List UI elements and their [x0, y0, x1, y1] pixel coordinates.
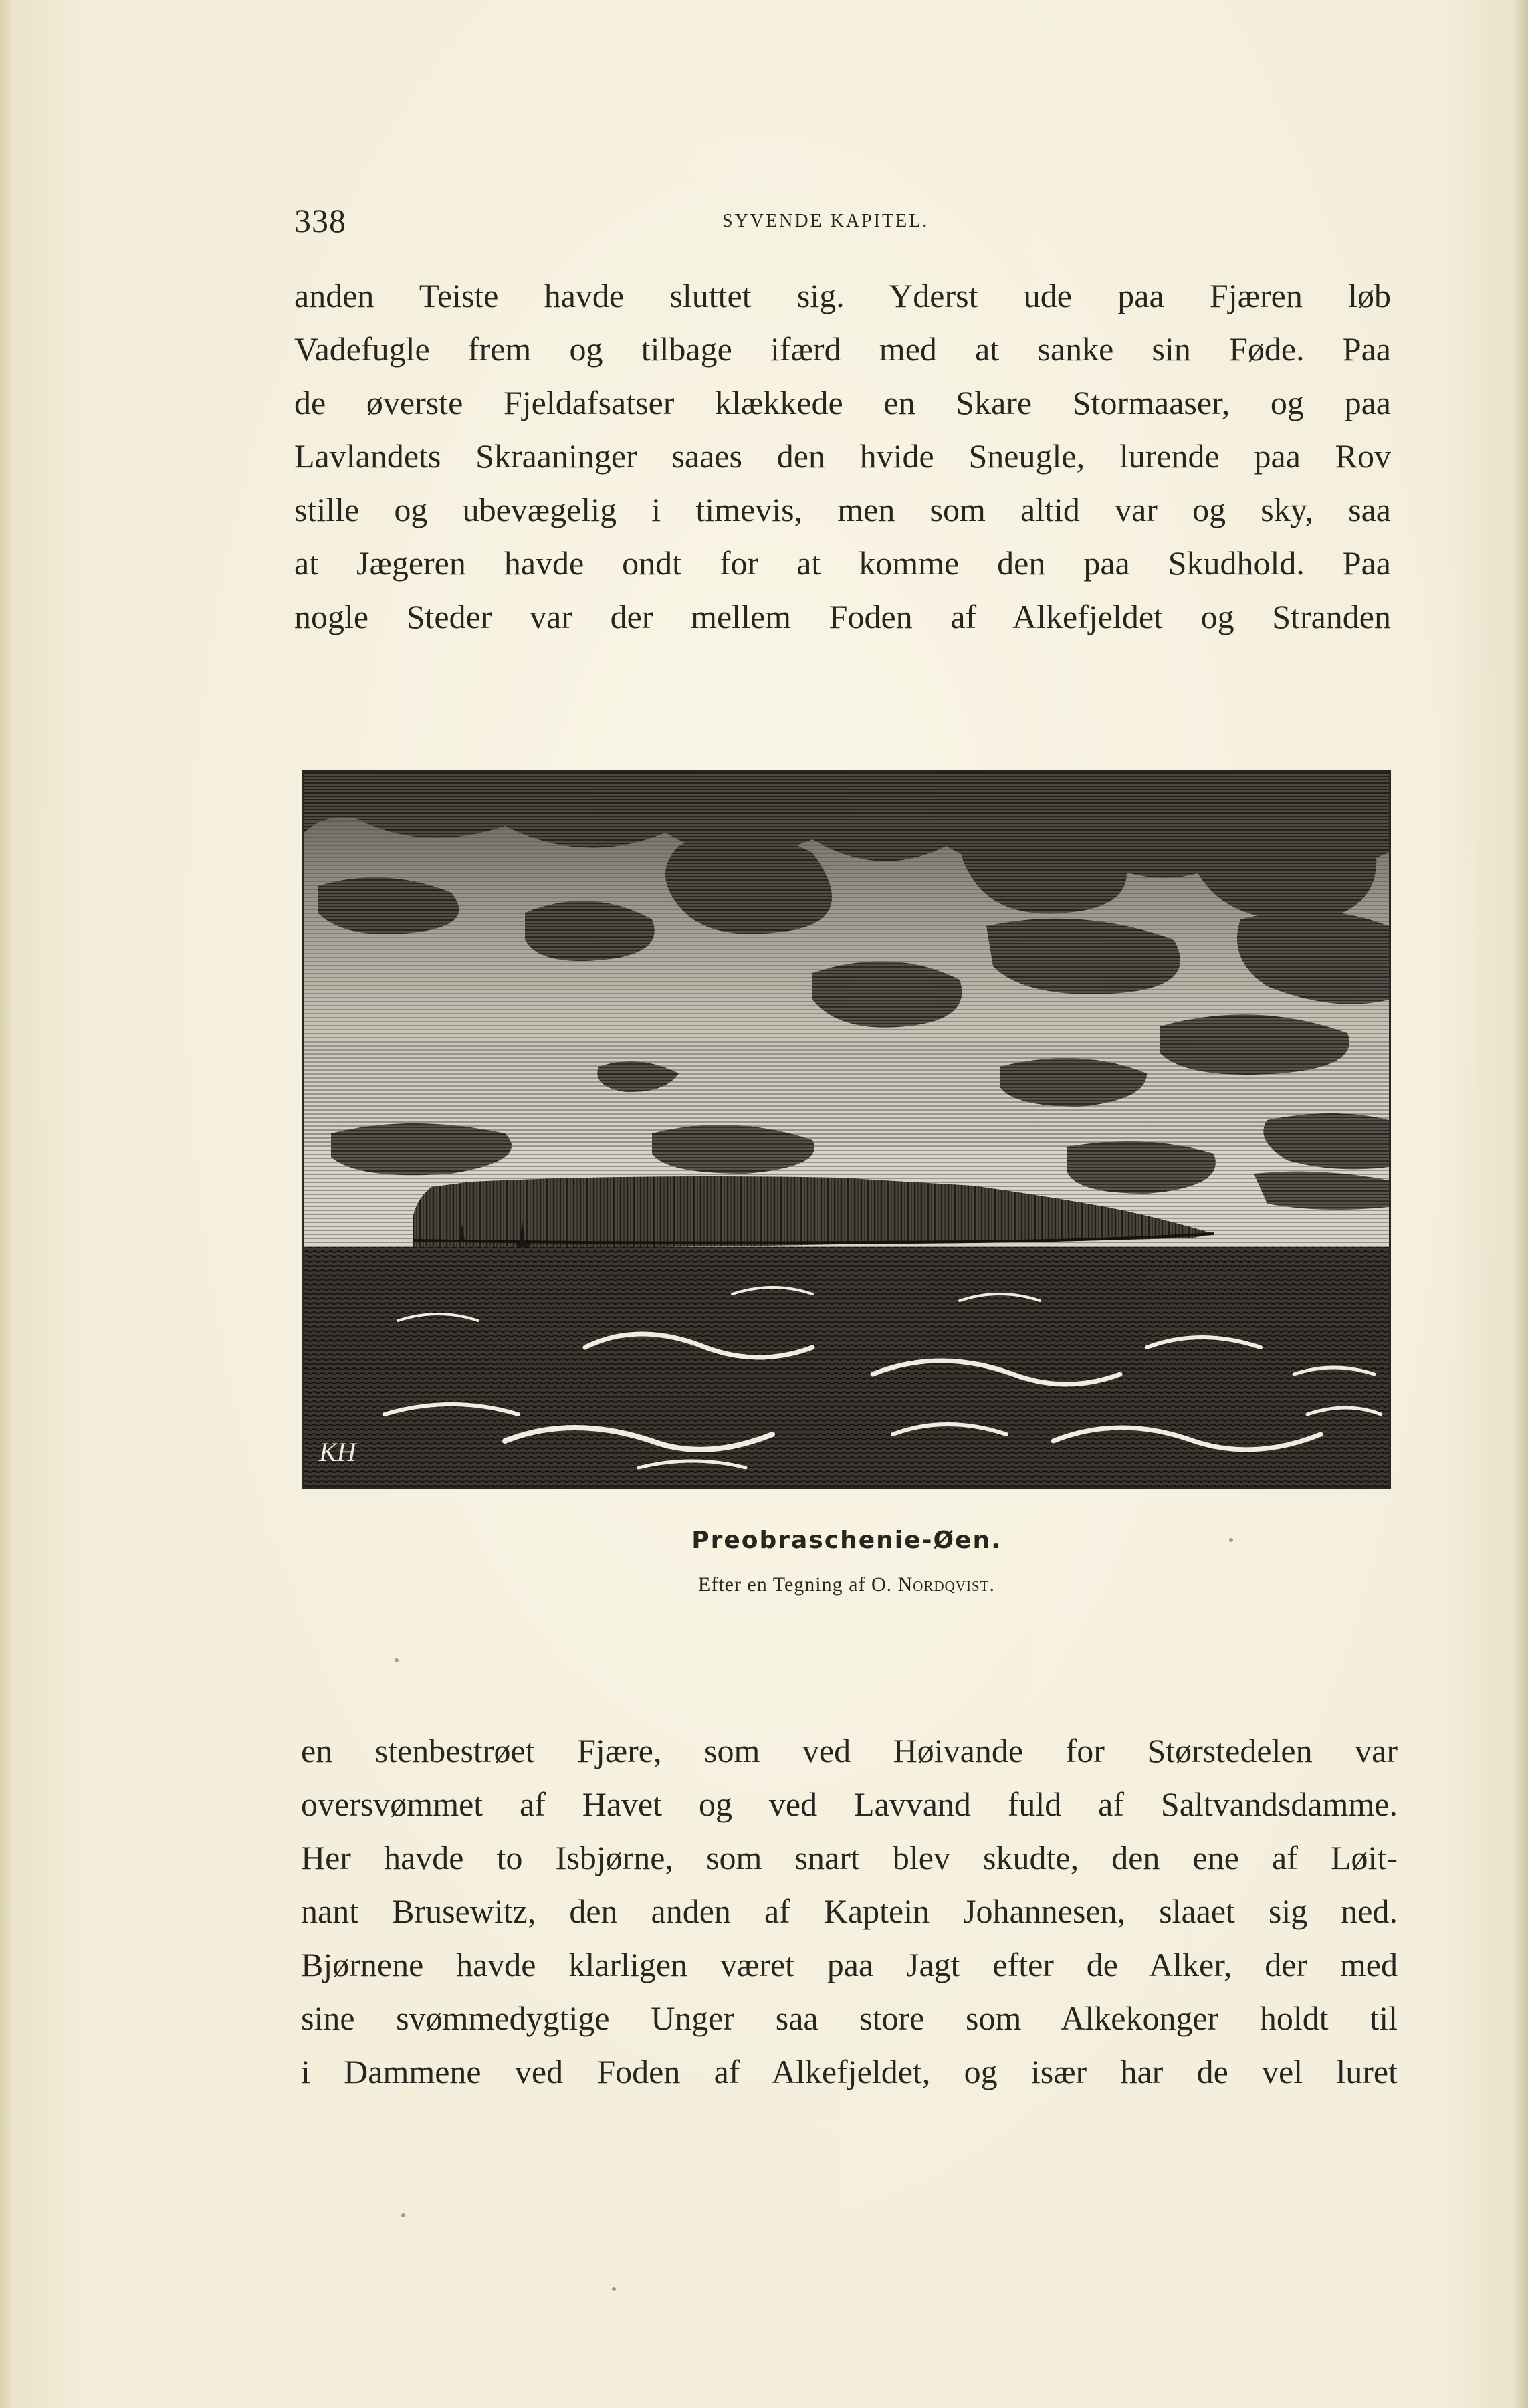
text-line: de øverste Fjeldafsatser klækkede en Skare Stormaaser, og paa	[294, 384, 1391, 421]
caption-credit-prefix: Efter en Tegning af O.	[698, 1573, 898, 1596]
text-line: nant Brusewitz, den anden af Kaptein Johannesen, slaaet sig ned.	[301, 1892, 1398, 1930]
text-line: sine svømmedygtige Unger saa store som Alkekonger holdt til	[301, 1999, 1398, 2037]
figure-caption-title: Preobraschenie-Øen.	[691, 1527, 1002, 1554]
paper-speck	[401, 2213, 405, 2217]
page-edge-left	[0, 0, 12, 2408]
text-line: en stenbestrøet Fjære, som ved Høivande for Størstedelen var	[301, 1732, 1398, 1769]
page-number: 338	[294, 202, 346, 239]
caption-credit-name: Nordqvist.	[897, 1573, 995, 1596]
running-head	[294, 197, 1391, 237]
engraver-monogram: KH	[319, 1437, 356, 1467]
text-line: at Jægeren havde ondt for at komme den paa Skudhold. Paa	[294, 544, 1391, 582]
body-text-top	[294, 269, 1391, 643]
page-edge-right	[1513, 0, 1528, 2408]
text-line: anden Teiste havde sluttet sig. Yderst ude paa Fjæren løb	[294, 277, 1391, 314]
text-line: nogle Steder var der mellem Foden af Alkefjeldet og Stranden	[294, 598, 1391, 635]
text-line: Vadefugle frem og tilbage ifærd med at sanke sin Føde. Paa	[294, 330, 1391, 368]
paper-speck	[612, 2287, 616, 2291]
text-line: Bjørnene havde klarligen været paa Jagt efter de Alker, der med	[301, 1946, 1398, 1983]
figure-caption-credit	[302, 1573, 1391, 1596]
paper-speck	[395, 1658, 399, 1662]
engraving-svg	[304, 772, 1389, 1487]
chapter-title: SYVENDE KAPITEL.	[722, 211, 930, 231]
text-line: i Dammene ved Foden af Alkefjeldet, og især har de vel luret	[301, 2053, 1398, 2090]
paper-speck	[1229, 1538, 1233, 1542]
text-line: Her havde to Isbjørne, som snart blev skudte, den ene af Løit-	[301, 1839, 1398, 1876]
engraving-illustration	[302, 770, 1391, 1489]
text-line: stille og ubevægelig i timevis, men som altid var og sky, saa	[294, 491, 1391, 528]
text-line: oversvømmet af Havet og ved Lavvand fuld af Saltvandsdamme.	[301, 1785, 1398, 1823]
body-text-bottom	[301, 1724, 1398, 2098]
text-line: Lavlandets Skraaninger saaes den hvide Sneugle, lurende paa Rov	[294, 437, 1391, 475]
